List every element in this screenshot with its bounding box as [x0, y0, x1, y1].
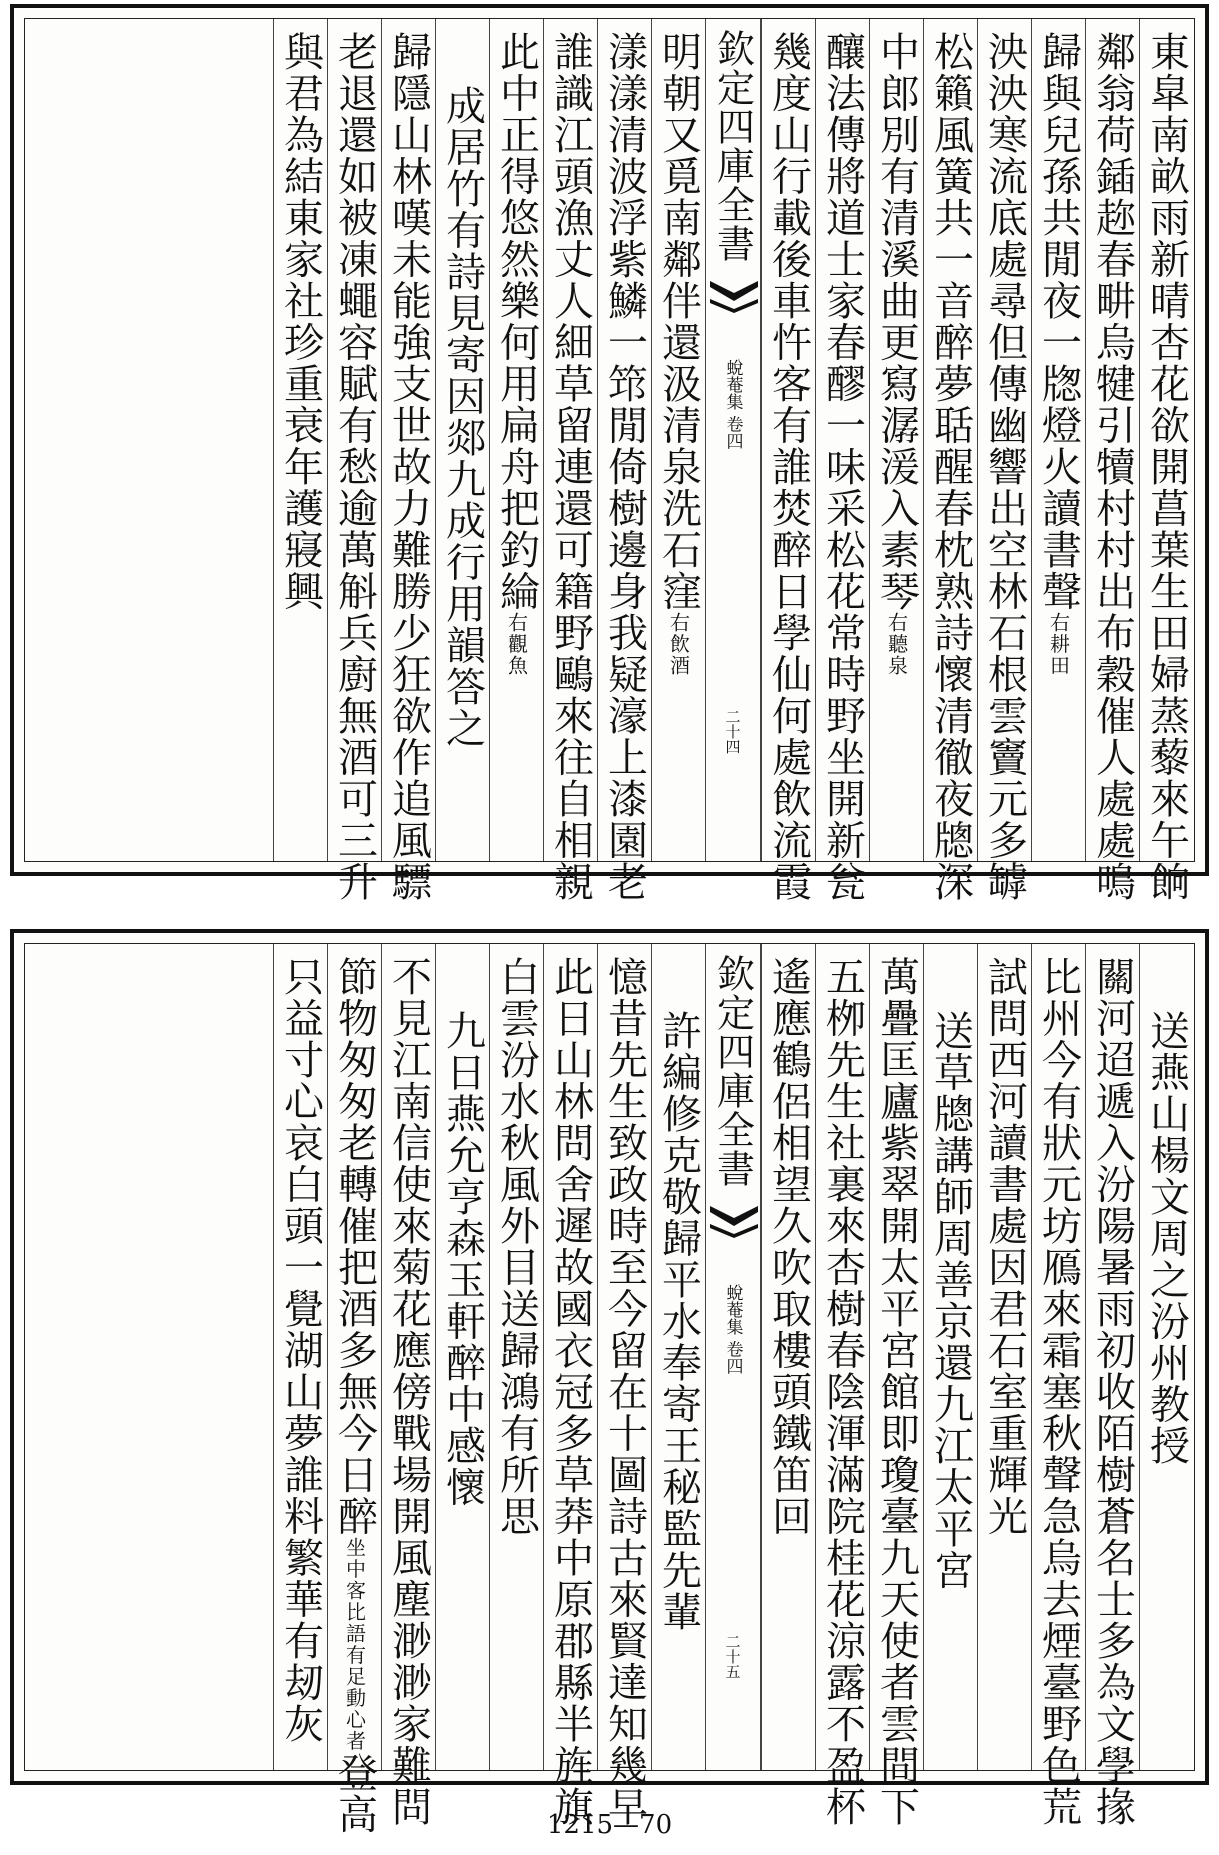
verse-tail: 登高 — [331, 1752, 378, 1835]
column-text — [385, 31, 432, 903]
column-text — [927, 1010, 974, 1591]
collection-title: 欽定四庫全書 — [710, 29, 755, 263]
verse-text: 此中正得悠然樂何用扁舟把釣綸 — [493, 31, 540, 612]
page-code: 1215—70 — [546, 1810, 673, 1840]
right-column — [1085, 19, 1139, 903]
left-column — [651, 944, 705, 1770]
verse-text: 許編修克敬歸平水奉寄王秘監先輩 — [655, 1010, 702, 1633]
right-column — [1139, 944, 1193, 1770]
column-text — [819, 956, 866, 1828]
column-text — [981, 31, 1028, 903]
top-page — [10, 4, 1209, 903]
column-text — [1035, 956, 1082, 1828]
right-column — [761, 944, 815, 1770]
column-text — [1143, 1010, 1190, 1467]
left-column — [489, 944, 543, 1770]
column-text — [655, 1010, 702, 1633]
right-column — [1031, 19, 1085, 861]
right-column — [815, 19, 869, 903]
right-column — [1085, 944, 1139, 1828]
verse-text: 與君為結東家社珍重衰年護寢興 — [277, 31, 324, 612]
verse-text: 憶昔先生致政時至今留在十圖詩古來賢達知幾早 — [601, 956, 648, 1828]
left-column — [435, 944, 489, 1770]
verse-text: 只益寸心哀白頭一覺湖山夢誰料繁華有刼灰 — [277, 956, 324, 1745]
column-text — [331, 31, 378, 903]
column-text — [765, 956, 812, 1537]
verse-text: 萬疊匡廬紫翠開太平宮館即瓊臺九天使者雲間下 — [873, 956, 920, 1828]
column-text — [927, 31, 974, 903]
verse-text: 明朝又覓南鄰伴還汲清泉洗石窪 — [655, 31, 702, 612]
right-column — [923, 19, 977, 903]
right-column — [1139, 19, 1193, 903]
annotation-note: 右飲酒 — [666, 612, 691, 677]
verse-text: 漾漾清波浮紫鱗一筇閒倚樹邊身我疑濠上漆園老 — [601, 31, 648, 903]
left-column — [273, 944, 327, 1770]
right-column — [869, 944, 923, 1828]
top-columns — [25, 19, 1194, 903]
verse-text: 關河迢遞入汾陽暑雨初收陌樹蒼名士多為文學掾 — [1089, 956, 1136, 1828]
verse-text: 釀法傳將道士家春醪一味采松花常時野坐開新瓮 — [819, 31, 866, 903]
left-column — [381, 19, 435, 903]
verse-text: 成居竹有詩見寄因郯九成行用韻答之 — [439, 85, 486, 749]
left-column — [489, 19, 543, 861]
right-column — [761, 19, 815, 903]
verse-text: 誰識江頭漁丈人細草留連還可籍野鷗來往自相親 — [547, 31, 594, 903]
right-column — [977, 19, 1031, 903]
left-column — [597, 944, 651, 1828]
collection-title: 欽定四庫全書 — [710, 954, 755, 1188]
verse-text: 白雲汾水秋風外目送歸鴻有所思 — [493, 956, 540, 1537]
column-text — [1089, 31, 1136, 903]
fish-tail-mark-icon — [710, 279, 758, 315]
verse-text: 鄰翁荷鍤趂春畊烏犍引犢村村出布穀催人處處鳴 — [1089, 31, 1136, 903]
left-column — [273, 19, 327, 861]
column-text — [1143, 31, 1190, 903]
left-column — [543, 19, 597, 903]
column-text — [765, 31, 812, 903]
column-text — [981, 956, 1028, 1537]
folio-number: 二十五 — [723, 1634, 742, 1679]
center-banner — [705, 19, 761, 861]
column-text — [873, 31, 920, 677]
verse-text: 試問西河讀書處因君石室重輝光 — [981, 956, 1028, 1537]
verse-text: 歸隱山林嘆未能強支世故力難勝少狂欲作追風驃 — [385, 31, 432, 903]
column-text — [439, 85, 486, 749]
column-text — [1089, 956, 1136, 1828]
verse-text: 節物匆匆老轉催把酒多無今日醉 — [331, 956, 378, 1537]
column-text — [439, 1010, 486, 1508]
left-column — [543, 944, 597, 1828]
book-volume: 蛻菴集 卷四 — [722, 1284, 743, 1375]
column-text — [1035, 31, 1082, 677]
verse-text: 幾度山行載後車忤客有誰焚醉日學仙何處飲流霞 — [765, 31, 812, 903]
left-column — [381, 944, 435, 1828]
verse-text: 老退還如被凍蠅容賦有愁逾萬斛兵廚無酒可三升 — [331, 31, 378, 903]
verse-text: 東皐南畝雨新晴杏花欲開菖葉生田婦蒸藜來午餉 — [1143, 31, 1190, 903]
column-text — [277, 31, 324, 612]
annotation-note: 右耕田 — [1046, 612, 1071, 677]
right-column — [923, 944, 977, 1770]
column-text — [601, 31, 648, 903]
verse-text: 松籟風簧共一音醉夢聒醒春枕熟詩懷清徹夜牕深 — [927, 31, 974, 903]
column-text — [547, 956, 594, 1828]
book-volume: 蛻菴集 卷四 — [722, 359, 743, 450]
verse-text: 比州今有狀元坊鴈來霜塞秋聲急烏去煙臺野色荒 — [1035, 956, 1082, 1828]
top-page-frame — [24, 18, 1195, 903]
annotation-note: 坐中客比語有足動心者 — [342, 1537, 367, 1752]
right-column — [815, 944, 869, 1828]
verse-text: 九日燕允亨森玉軒醉中感懷 — [439, 1010, 486, 1508]
column-text — [873, 956, 920, 1828]
verse-text: 此日山林問舍遲故國衣冠多草莽中原郡縣半旌旗 — [547, 956, 594, 1828]
left-column — [651, 19, 705, 861]
verse-text: 遙應鶴侶相望久吹取樓頭鐵笛回 — [765, 956, 812, 1537]
column-text — [331, 956, 378, 1835]
column-text — [601, 956, 648, 1828]
verse-text: 中郎別有清溪曲更寫潺湲入素琴 — [873, 31, 920, 612]
left-column — [435, 19, 489, 861]
verse-text: 不見江南信使來菊花應傍戰場開風塵渺渺家難問 — [385, 956, 432, 1828]
verse-text: 送燕山楊文周之汾州教授 — [1143, 1010, 1190, 1467]
column-text — [493, 31, 540, 677]
verse-text: 歸與兒孫共閒夜一牎燈火讀書聲 — [1035, 31, 1082, 612]
verse-text: 五栁先生社裏來杏樹春陰渾滿院桂花涼露不盈杯 — [819, 956, 866, 1828]
left-column — [597, 19, 651, 903]
column-text — [819, 31, 866, 903]
left-column — [327, 944, 381, 1835]
column-text — [385, 956, 432, 1828]
fish-tail-mark-icon — [710, 1204, 758, 1240]
right-column — [869, 19, 923, 861]
verse-text: 泱泱寒流底處尋但傳幽響出空林石根雲竇元多罅 — [981, 31, 1028, 903]
column-text — [493, 956, 540, 1537]
left-column — [327, 19, 381, 903]
folio-number: 二十四 — [723, 709, 742, 754]
right-column — [1031, 944, 1085, 1828]
annotation-note: 右觀魚 — [504, 612, 529, 677]
verse-text: 送草牕講師周善京還九江太平宮 — [927, 1010, 974, 1591]
column-text — [655, 31, 702, 677]
annotation-note: 右聽泉 — [884, 612, 909, 677]
column-text — [547, 31, 594, 903]
center-banner — [705, 944, 761, 1770]
right-column — [977, 944, 1031, 1770]
column-text — [277, 956, 324, 1745]
